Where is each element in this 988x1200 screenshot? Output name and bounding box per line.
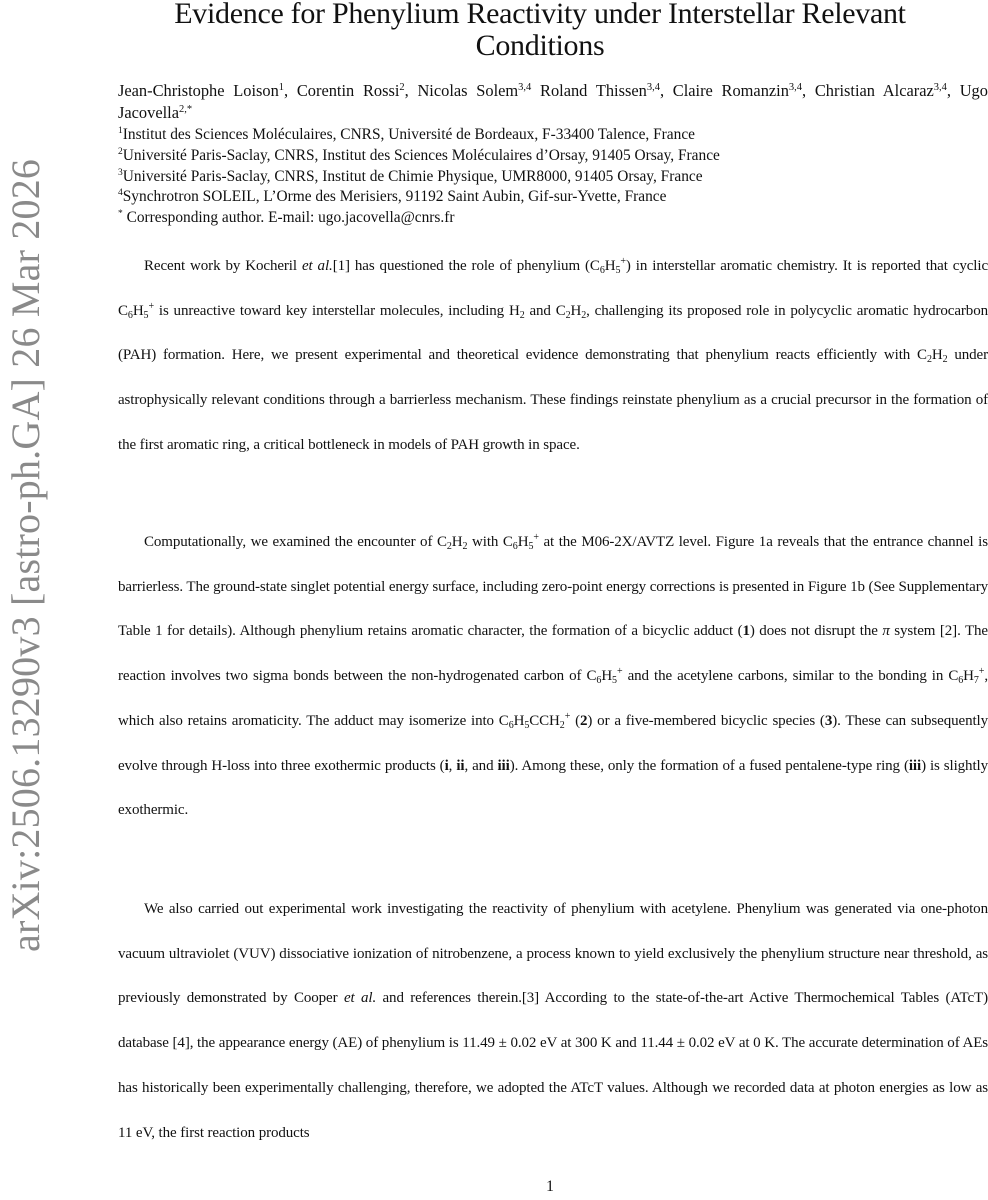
author: Ugo Jacovella$^{2,*}$ xyxy=(118,81,988,122)
affiliation-list xyxy=(118,125,978,229)
author: Nicolas Solem$^{3,4}$ xyxy=(417,81,532,100)
affiliation: $^4$Synchrotron SOLEIL, L’Orme des Merisiers, 91192 Saint Aubin, Gif-sur-Yvette, France xyxy=(118,188,667,206)
affiliation: $^2$Université Paris-Saclay, CNRS, Institut des Sciences Moléculaires d’Orsay, 91405 Orsay, France xyxy=(118,146,720,164)
page-number: 1 xyxy=(546,1178,554,1195)
affiliation: $^3$Université Paris-Saclay, CNRS, Institut de Chimie Physique, UMR8000, 91405 Orsay, France xyxy=(118,167,703,185)
author: Christian Alcaraz$^{3,4}$, xyxy=(814,81,960,100)
corresponding-author-note: * Corresponding author. E-mail: ugo.jacovella@cnrs.fr xyxy=(118,209,455,227)
author-list xyxy=(118,80,988,124)
arxiv-identifier-stamp: arXiv:2506.13290v3 [astro-ph.GA] 26 Mar 2026 xyxy=(3,158,48,952)
paper-title: Evidence for Phenylium Reactivity under Interstellar Relevant Conditions xyxy=(174,0,906,62)
author: Roland Thissen$^{3,4}$, xyxy=(540,81,673,100)
affiliation: $^1$Institut des Sciences Moléculaires, CNRS, Université de Bordeaux, F-33400 Talence, France xyxy=(118,126,695,143)
author: Corentin Rossi$^2$, xyxy=(296,81,418,100)
author: Claire Romanzin$^{3,4}$, xyxy=(672,81,815,100)
body-paragraph-intro: Recent work by Kocheril et al.[1] has questioned the role of phenylium $(C_6H_5^+)$ in interstellar aromatic chemistry. It is reported that cyclic $C_6H_5^+$ is unreactive toward key interstellar molecules, including $H_2$ and $C_2H_2$, challenging its proposed role in polycyclic aromatic hydrocarbon (PAH) formation. Here, we present experimental and theoretical evidence demonstrating that phenylium reacts efficiently with $C_2H_2$ under astrophysically relevant conditions through a barrierless mechanism. These findings reinstate phenylium as a crucial precursor in the formation of the first aromatic ring, a critical bottleneck in models of PAH growth in space. xyxy=(118,256,988,453)
body-paragraph-experimental: We also carried out experimental work investigating the reactivity of phenylium with acetylene. Phenylium was generated via one-photon vacuum ultraviolet (VUV) dissociative ionization of nitrobenzene, a process known to yield exclusively the phenylium structure near threshold, as previously demonstrated by Cooper et al. and references therein.[3] According to the state-of-the-art Active Thermochemical Tables (ATcT) database [4], the appearance energy (AE) of phenylium is 11.49 ± 0.02 eV at 300 K and 11.44 ± 0.02 eV at 0 K. The accurate determination of AEs has historically been experimentally challenging, therefore, we adopted the ATcT values. Although we recorded data at photon energies as low as 11 eV, the first reaction products xyxy=(118,901,988,1141)
author: Jean-Christophe Loison$^1$, xyxy=(118,81,297,100)
body-paragraph-computational: Computationally, we examined the encounter of $C_2H_2$ with $C_6H_5^+$ at the M06-2X/AVTZ level. Figure 1a reveals that the entrance channel is barrierless. The ground-state singlet potential energy surface, including zero-point energy corrections is presented in Figure 1b (See Supplementary Table 1 for details). Although phenylium retains aromatic character, the formation of a bicyclic adduct (1) does not disrupt the π system [2]. The reaction involves two sigma bonds between the non-hydrogenated carbon of $C_6H_5^+$ and the acetylene carbons, similar to the bonding in $C_6H_7^+$, which also retains aromaticity. The adduct may isomerize into $C_6H_5CCH_2^+$ (2) or a five-membered bicyclic species (3). These can subsequently evolve through H-loss into three exothermic products (i, ii, and iii). Among these, only the formation of a fused pentalene-type ring (iii) is slightly exothermic. xyxy=(118,532,988,819)
